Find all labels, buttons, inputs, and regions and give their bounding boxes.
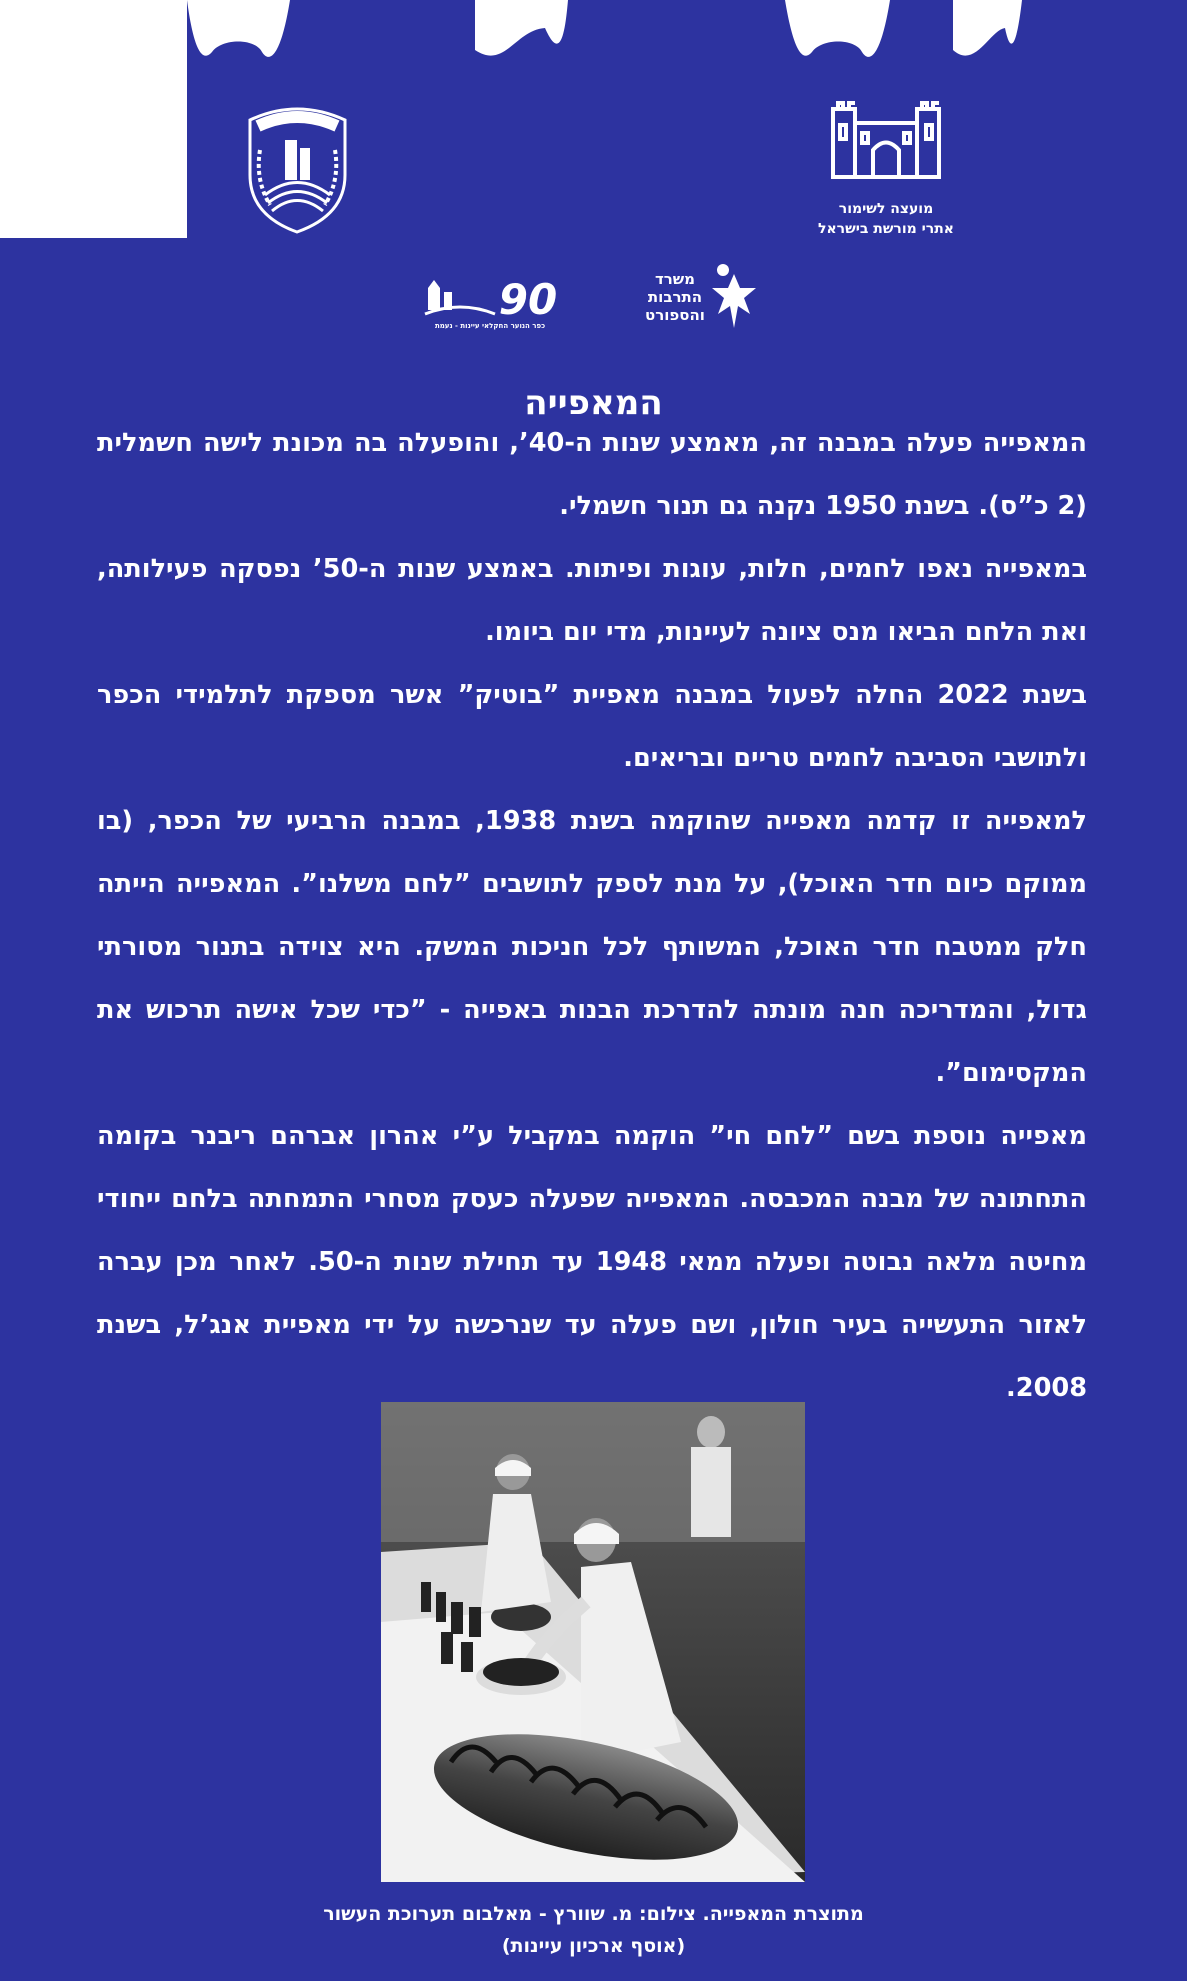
caption-line-2: (אוסף ארכיון עיינות) [501,1935,686,1957]
heritage-council-logo [815,95,965,245]
paragraph-3: בשנת 2022 החלה לפעול במבנה מאפיית ”בוטיק” אשר מספקת לתלמידי הכפר ולתושבי הסביבה לחמים טריים ובריאים. [97,680,1087,773]
heritage-line-2: אתרי מורשת בישראל [818,221,954,237]
anniversary-number: 90 [498,275,558,324]
historic-bakery-photo [381,1402,805,1882]
ministry-culture-logo [630,262,770,342]
anniversary-90-logo [420,270,560,335]
ministry-line-3: והספורט [645,306,705,324]
anniversary-subtitle: כפר הנוער החקלאי עיינות - נעמת [434,322,546,330]
page-title: המאפייה [524,382,663,423]
caption-line-1: מתוצרת המאפייה. צילום: מ. שוורץ - מאלבום תערוכת העשור [323,1903,864,1925]
paragraph-4: למאפייה זו קדמה מאפייה שהוקמה בשנת 1938, במבנה הרביעי של הכפר, (בו ממוקם כיום חדר האוכל), על מנת לספק לתושבים ”לחם משלנו”. המאפייה הייתה חלק ממטבח חדר האוכל, המשותף לכל חניכות המשק. היא צוידה בתנור מסורתי גדול, והמדריכה חנה מונתה להדרכת הבנות באפייה - ”כדי שכל אישה תרכוש את המקסימום”. [97,806,1087,1088]
photo-caption [0,1898,1187,1962]
star-figure-icon [712,274,756,328]
article-body [97,412,1087,1420]
paragraph-2: במאפייה נאפו לחמים, חלות, עוגות ופיתות. באמצע שנות ה-50’ נפסקה פעילותה, ואת הלחם הביאו מנס ציונה לעיינות, מדי יום ביומו. [97,554,1087,647]
council-emblem-logo [240,100,355,235]
heritage-line-1: מועצה לשימור [838,201,934,217]
paragraph-5: מאפייה נוספת בשם ”לחם חי” הוקמה במקביל ע”י אהרון אברהם ריבנר בקומה התחתונה של מבנה המכבסה. המאפייה שפעלה כעסק מסחרי התמחתה בלחם ייחודי מחיטה מלאה נבוטה ופעלה ממאי 1948 עד תחילת שנות ה-50. לאחר מכן עברה לאזור התעשייה בעיר חולון, ושם פעלה עד שנרכשה על ידי מאפיית אנג’ל, בשנת 2008. [97,1121,1087,1403]
paragraph-1: המאפייה פעלה במבנה זה, מאמצע שנות ה-40’, והופעלה בה מכונת לישה חשמלית (2 כ”ס). בשנת 1950 נקנה גם תנור חשמלי. [97,428,1088,521]
ministry-line-1: משרד [654,270,696,288]
ministry-line-2: התרבות [647,288,703,306]
